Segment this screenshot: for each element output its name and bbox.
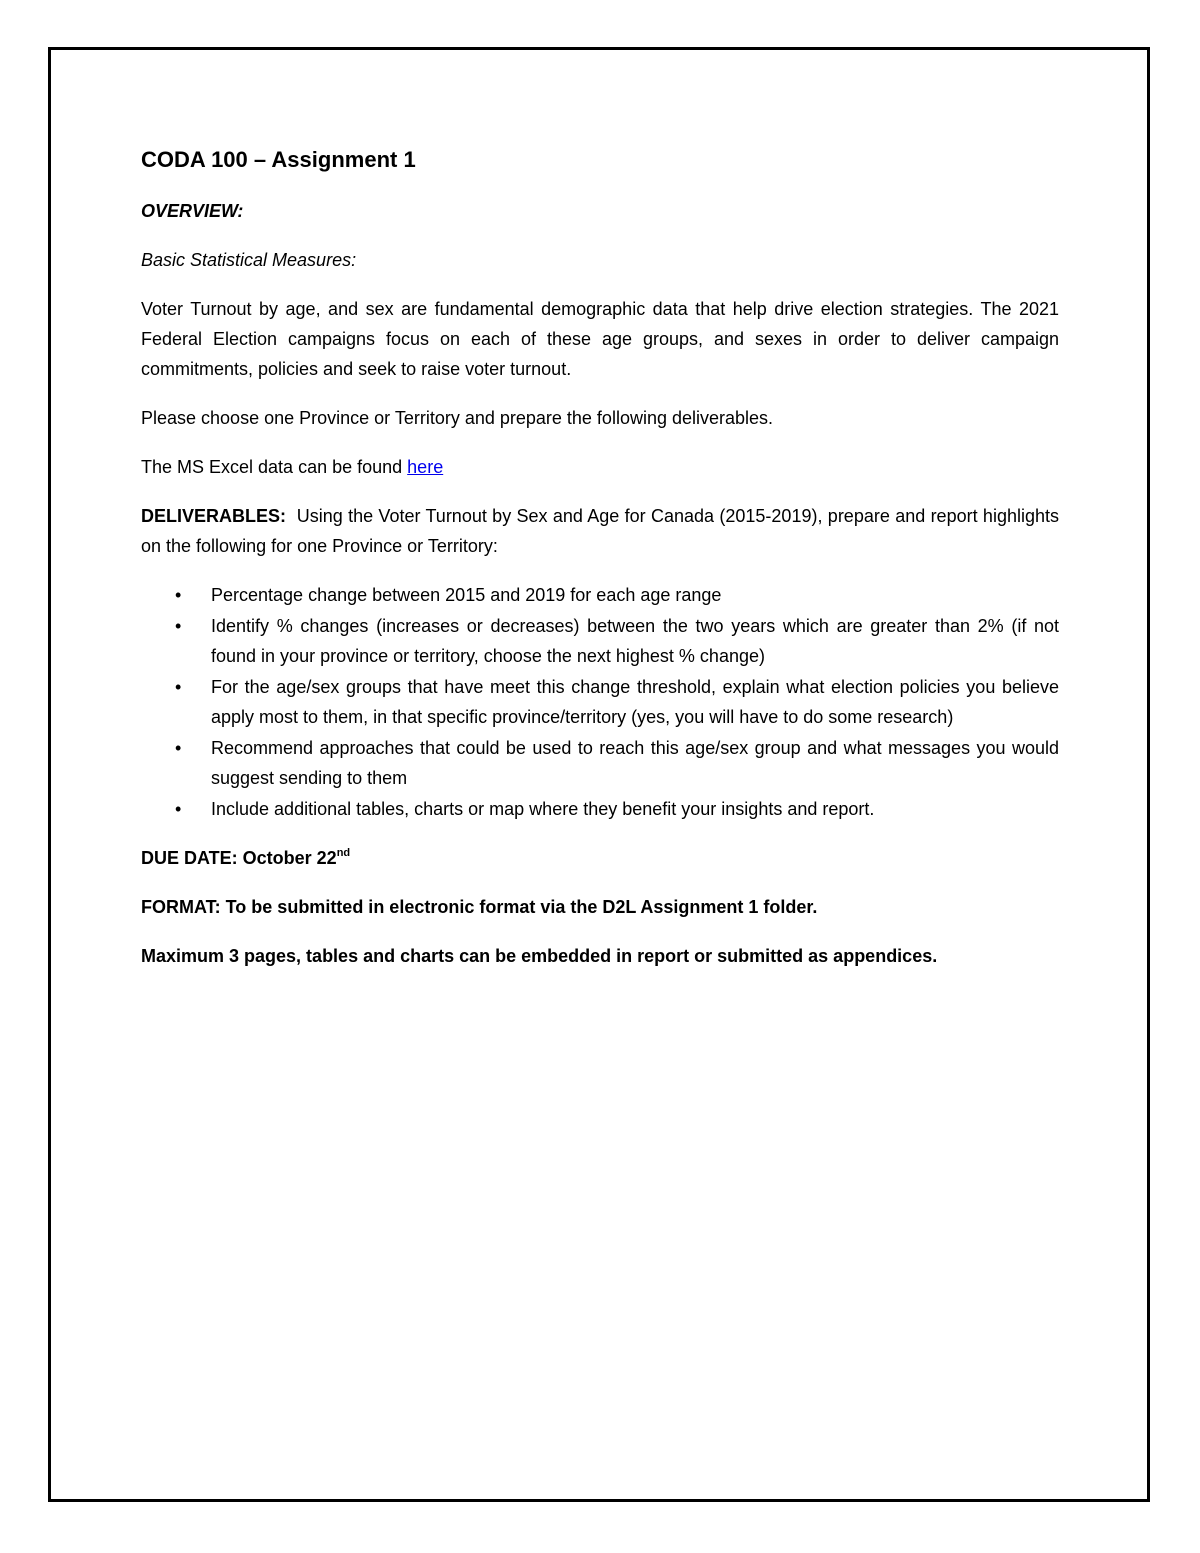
bullet-icon: • <box>175 676 182 697</box>
list-item-text: Percentage change between 2015 and 2019 for each age range <box>211 585 722 605</box>
list-item <box>141 611 1059 672</box>
due-date <box>141 843 1059 873</box>
format-line: FORMAT: To be submitted in electronic format via the D2L Assignment 1 folder. <box>141 897 818 917</box>
document-body <box>141 144 1059 990</box>
deliverables-label: DELIVERABLES: <box>141 506 287 526</box>
deliverables-text: Using the Voter Turnout by Sex and Age for Canada (2015-2019), prepare and report highlights on the following for one Province or Territory: <box>141 506 1059 556</box>
document-title: CODA 100 – Assignment 1 <box>141 147 416 172</box>
due-date-text: DUE DATE: October 22 <box>141 848 337 868</box>
intro-paragraph: Voter Turnout by age, and sex are fundamental demographic data that help drive election strategies. The 2021 Federal Election campaigns focus on each of these age groups, and sexes in order to deliver campaign commitments, policies and seek to raise voter turnout. <box>141 299 1059 379</box>
list-item-text: For the age/sex groups that have meet this change threshold, explain what election policies you believe apply most to them, in that specific province/territory (yes, you will have to do some research) <box>211 676 1059 727</box>
bullet-icon: • <box>175 737 182 758</box>
data-source-line <box>141 452 1059 482</box>
section-label: Basic Statistical Measures: <box>141 250 357 270</box>
list-item <box>141 733 1059 794</box>
list-item <box>141 672 1059 733</box>
maximum-pages-line: Maximum 3 pages, tables and charts can be embedded in report or submitted as appendices. <box>141 946 938 966</box>
bullet-icon: • <box>175 798 182 819</box>
data-source-prefix: The MS Excel data can be found <box>141 457 408 477</box>
list-item <box>141 794 1059 825</box>
data-link[interactable]: here <box>407 457 444 477</box>
instruction-paragraph: Please choose one Province or Territory and prepare the following deliverables. <box>141 408 774 428</box>
bullet-icon: • <box>175 585 182 605</box>
due-date-suffix: nd <box>336 847 351 859</box>
list-item-text: Recommend approaches that could be used to reach this age/sex group and what messages you would suggest sending to them <box>211 737 1059 788</box>
deliverables-list <box>141 580 1059 824</box>
overview-label: OVERVIEW: <box>141 201 244 221</box>
bullet-icon: • <box>175 615 182 636</box>
list-item-text: Include additional tables, charts or map where they benefit your insights and report. <box>211 798 875 819</box>
deliverables-paragraph <box>141 501 1059 561</box>
list-item-text: Identify % changes (increases or decreases) between the two years which are greater than 2% (if not found in your province or territory, choose the next highest % change) <box>211 615 1059 666</box>
list-item <box>141 580 1059 611</box>
